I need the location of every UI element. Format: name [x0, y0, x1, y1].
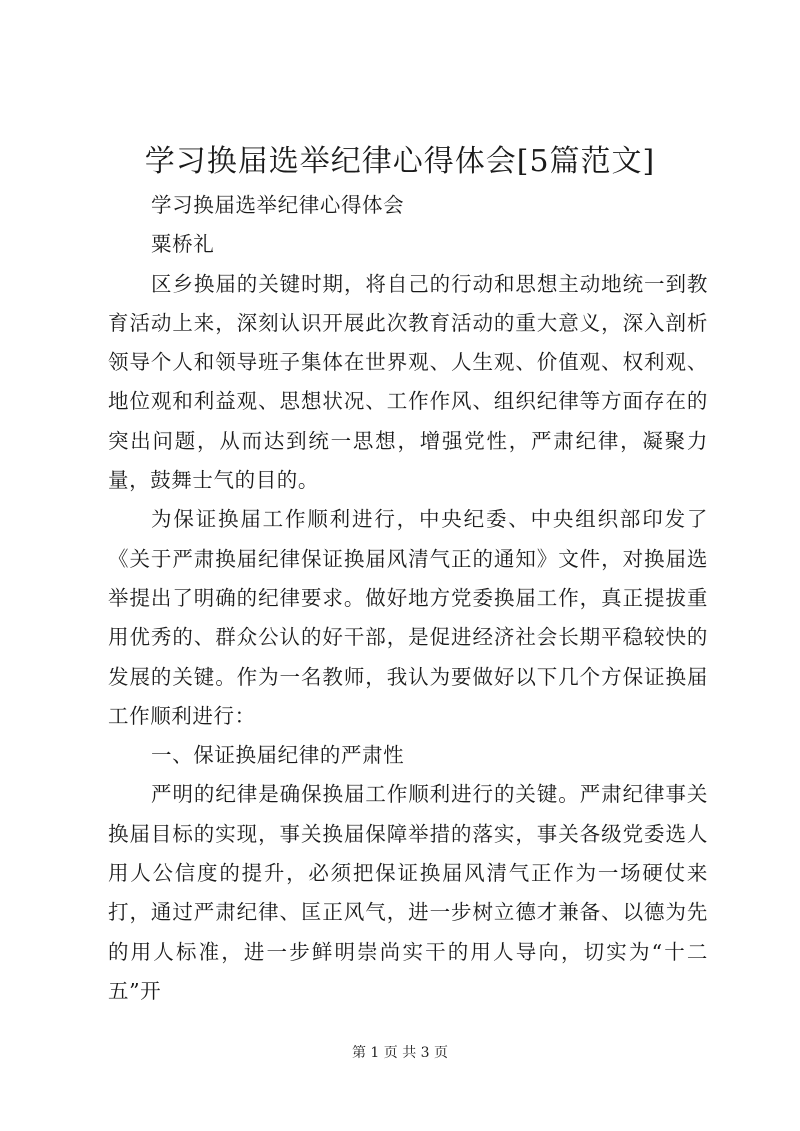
author-paragraph: 粟桥礼 [151, 232, 215, 257]
document-body [108, 186, 708, 1011]
body-paragraph: 严明的纪律是确保换届工作顺利进行的关键。严肃纪律事关换届目标的实现，事关换届保障举措的落实，事关各级党委选人用人公信度的提升，必须把保证换届风清气正作为一场硬仗来打，通过严肃纪律、匡正风气，进一步树立德才兼备、以德为先的用人标准，进一步鲜明崇尚实干的用人导向，切实为“十二五”开 [108, 782, 708, 1003]
body-paragraph: 为保证换届工作顺利进行，中央纪委、中央组织部印发了《关于严肃换届纪律保证换届风清气正的通知》文件，对换届选举提出了明确的纪律要求。做好地方党委换届工作，真正提拔重用优秀的、群众公认的好干部，是促进经济社会长期平稳较快的发展的关键。作为一名教师，我认为要做好以下几个方保证换届工作顺利进行： [108, 507, 708, 728]
section-heading: 一、保证换届纪律的严肃性 [151, 743, 405, 768]
page-footer: 第 1 页 共 3 页 [351, 1045, 449, 1061]
body-paragraph: 区乡换届的关键时期，将自己的行动和思想主动地统一到教育活动上来，深刻认识开展此次教育活动的重大意义，深入剖析领导个人和领导班子集体在世界观、人生观、价值观、权利观、地位观和利益观、思想状况、工作作风、组织纪律等方面存在的突出问题，从而达到统一思想，增强党性，严肃纪律，凝聚力量，鼓舞士气的目的。 [108, 271, 708, 493]
document-title: 学习换届选举纪律心得体会[5篇范文] [144, 144, 656, 179]
subtitle-paragraph: 学习换届选举纪律心得体会 [151, 193, 405, 217]
